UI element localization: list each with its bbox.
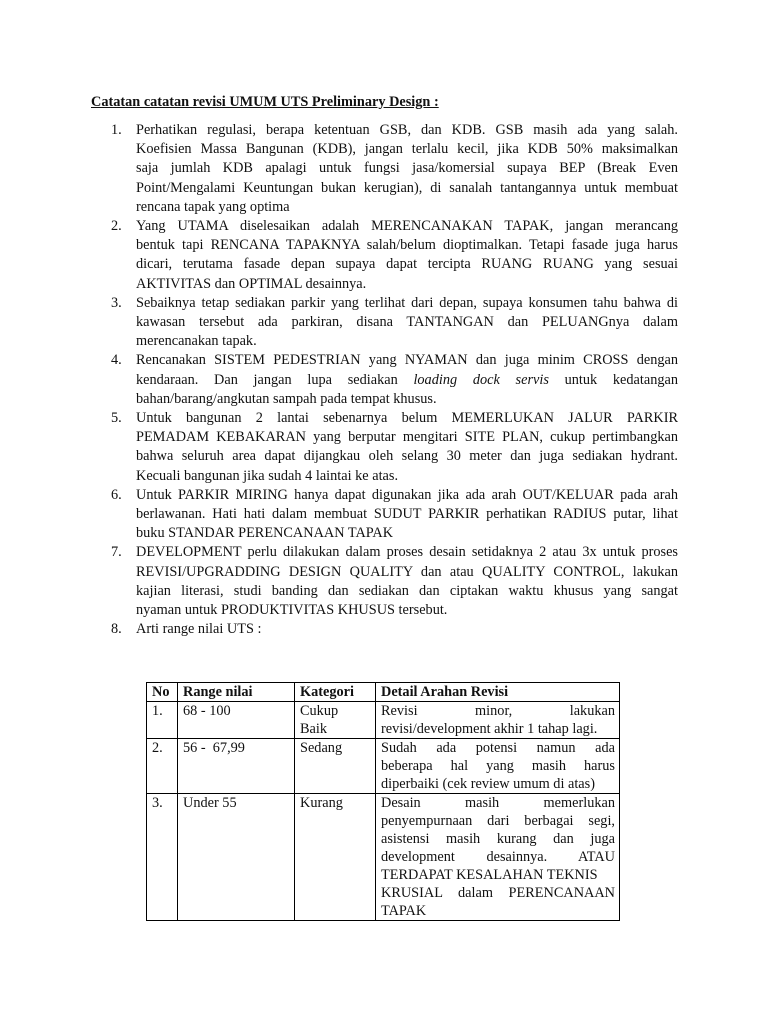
text-line: Sebaiknya tetap sediakan parkir yang terlihat dari depan, supaya konsumen tahu bahwa di bbox=[136, 294, 678, 311]
list-number: 5. bbox=[111, 410, 122, 427]
text-line: Perhatikan regulasi, berapa ketentuan GSB, dan KDB. GSB masih ada yang salah. bbox=[136, 122, 678, 138]
table-header-row bbox=[147, 683, 620, 702]
cell-detail bbox=[376, 702, 620, 739]
cell-line: diperbaiki (cek review umum di atas) bbox=[381, 776, 595, 792]
text-line: saja jumlah KDB apalagi untuk fungsi jasa/komersial supaya BEP (Break Even bbox=[136, 160, 678, 177]
cell-line: Desain masih memerlukan bbox=[381, 795, 615, 811]
cell-range: Under 55 bbox=[178, 794, 295, 921]
text-line: REVISI/UPGRADDING DESIGN QUALITY dan atau QUALITY CONTROL, lakukan bbox=[136, 563, 678, 580]
list-item-text bbox=[136, 620, 678, 639]
text-line: bentuk tapi RENCANA TAPAKNYA salah/belum dioptimalkan. Tetapi fasade juga harus bbox=[136, 237, 678, 254]
text-line: buku STANDAR PERENCANAAN TAPAK bbox=[136, 525, 394, 542]
cell-kategori bbox=[295, 739, 376, 794]
text-line: bahwa seluruh area dapat dijangkau oleh selang 30 meter dan juga sediakan hydrant. bbox=[136, 448, 678, 465]
header-kategori: Kategori bbox=[295, 683, 376, 702]
cell-line: Baik bbox=[300, 721, 328, 737]
text-line: merencanakan tapak. bbox=[136, 333, 257, 350]
cell-no: 2. bbox=[147, 739, 178, 794]
cell-line: beberapa hal yang masih harus bbox=[381, 758, 615, 774]
list-number: 8. bbox=[111, 621, 122, 638]
cell-no: 1. bbox=[147, 702, 178, 739]
cell-line: TAPAK bbox=[381, 903, 427, 919]
text-line: AKTIVITAS dan OPTIMAL desainnya. bbox=[136, 275, 367, 292]
list-number: 3. bbox=[111, 294, 122, 311]
cell-no: 3. bbox=[147, 794, 178, 921]
cell-range: 56 - 67,99 bbox=[178, 739, 295, 794]
italic-term: loading dock servis bbox=[413, 371, 549, 388]
text-run: kendaraan. Dan jangan lupa sediakan bbox=[136, 371, 414, 388]
list-item bbox=[0, 294, 678, 352]
list-number: 6. bbox=[111, 486, 122, 503]
list-item bbox=[0, 121, 678, 217]
text-line bbox=[136, 371, 678, 390]
cell-line: development desainnya. ATAU bbox=[381, 849, 615, 865]
list-item-text bbox=[136, 409, 678, 486]
list-item bbox=[0, 543, 678, 620]
table-row bbox=[147, 794, 620, 921]
header-no: No bbox=[147, 683, 178, 702]
cell-line: Cukup bbox=[300, 703, 339, 719]
header-range: Range nilai bbox=[178, 683, 295, 702]
header-detail: Detail Arahan Revisi bbox=[376, 683, 620, 702]
text-line: Yang UTAMA diselesaikan adalah MERENCANAKAN TAPAK, jangan merancang bbox=[136, 218, 678, 235]
list-item bbox=[0, 217, 678, 294]
revision-notes-list bbox=[0, 121, 678, 639]
table-row bbox=[147, 739, 620, 794]
text-line: rencana tapak yang optima bbox=[136, 198, 290, 215]
text-run: untuk kedatangan bbox=[548, 371, 678, 388]
cell-line: asistensi masih kurang dan juga bbox=[381, 831, 615, 847]
document-title: Catatan catatan revisi UMUM UTS Preliminary Design : bbox=[91, 94, 439, 110]
cell-kategori bbox=[295, 794, 376, 921]
list-item bbox=[0, 620, 678, 639]
text-line: Koefisien Massa Bangunan (KDB), jangan terlalu kecil, jika KDB 50% maksimalkan bbox=[136, 141, 678, 158]
text-line: Kecuali bangunan jika sudah 4 laintai ke atas. bbox=[136, 467, 399, 484]
list-item bbox=[0, 486, 678, 544]
cell-range: 68 - 100 bbox=[178, 702, 295, 739]
list-item bbox=[0, 409, 678, 486]
list-item-text bbox=[136, 543, 678, 620]
list-number: 2. bbox=[111, 218, 122, 235]
text-line: PEMADAM KEBAKARAN yang berputar mengitari SITE PLAN, cukup pertimbangkan bbox=[136, 429, 678, 446]
list-item bbox=[0, 351, 678, 409]
text-line: berlawanan. Hati hati dalam membuat SUDUT PARKIR perhatikan RADIUS putar, lihat bbox=[136, 506, 678, 523]
text-line: bahan/barang/angkutan sampah pada tempat khusus. bbox=[136, 390, 437, 407]
text-line: Point/Mengalami Keuntungan bukan kerugian), di sanalah tantangannya untuk membuat bbox=[136, 179, 678, 196]
list-item-text bbox=[136, 486, 678, 544]
cell-line: Sudah ada potensi namun ada bbox=[381, 740, 615, 756]
cell-line: penyempurnaan dari berbagai segi, bbox=[381, 813, 615, 829]
text-line: Untuk bangunan 2 lantai sebenarnya belum MEMERLUKAN JALUR PARKIR bbox=[136, 410, 678, 427]
list-number: 7. bbox=[111, 544, 122, 561]
list-item-text bbox=[136, 351, 678, 409]
text-line: nyaman untuk PRODUKTIVITAS KHUSUS tersebut. bbox=[136, 602, 448, 619]
cell-line: revisi/development akhir 1 tahap lagi. bbox=[381, 721, 598, 737]
text-line: dicari, terutama fasade depan supaya dapat tercipta RUANG RUANG yang sesuai bbox=[136, 256, 678, 273]
cell-line: Revisi minor, lakukan bbox=[381, 703, 615, 719]
list-item-text bbox=[136, 121, 678, 217]
cell-detail bbox=[376, 739, 620, 794]
list-number: 1. bbox=[111, 122, 122, 138]
list-number: 4. bbox=[111, 352, 122, 369]
list-item-text bbox=[136, 294, 678, 352]
text-line: DEVELOPMENT perlu dilakukan dalam proses desain setidaknya 2 atau 3x untuk proses bbox=[136, 544, 678, 561]
score-range-table bbox=[146, 682, 620, 921]
text-line: Rencanakan SISTEM PEDESTRIAN yang NYAMAN dan juga minim CROSS dengan bbox=[136, 352, 678, 369]
cell-line: Sedang bbox=[300, 740, 343, 756]
text-line: Arti range nilai UTS : bbox=[136, 621, 262, 638]
cell-line: Kurang bbox=[300, 795, 343, 811]
cell-kategori bbox=[295, 702, 376, 739]
cell-detail bbox=[376, 794, 620, 921]
list-item-text bbox=[136, 217, 678, 294]
cell-line: KRUSIAL dalam PERENCANAAN bbox=[381, 885, 615, 901]
cell-line: TERDAPAT KESALAHAN TEKNIS bbox=[381, 867, 598, 883]
table-row bbox=[147, 702, 620, 739]
text-line: kajian literasi, studi banding dan sediakan dan ciptakan waktu khusus yang sangat bbox=[136, 582, 678, 599]
text-line: Untuk PARKIR MIRING hanya dapat digunakan jika ada arah OUT/KELUAR pada arah bbox=[136, 486, 678, 503]
text-line: kawasan tersebut ada parkiran, disana TANTANGAN dan PELUANGnya dalam bbox=[136, 314, 678, 331]
